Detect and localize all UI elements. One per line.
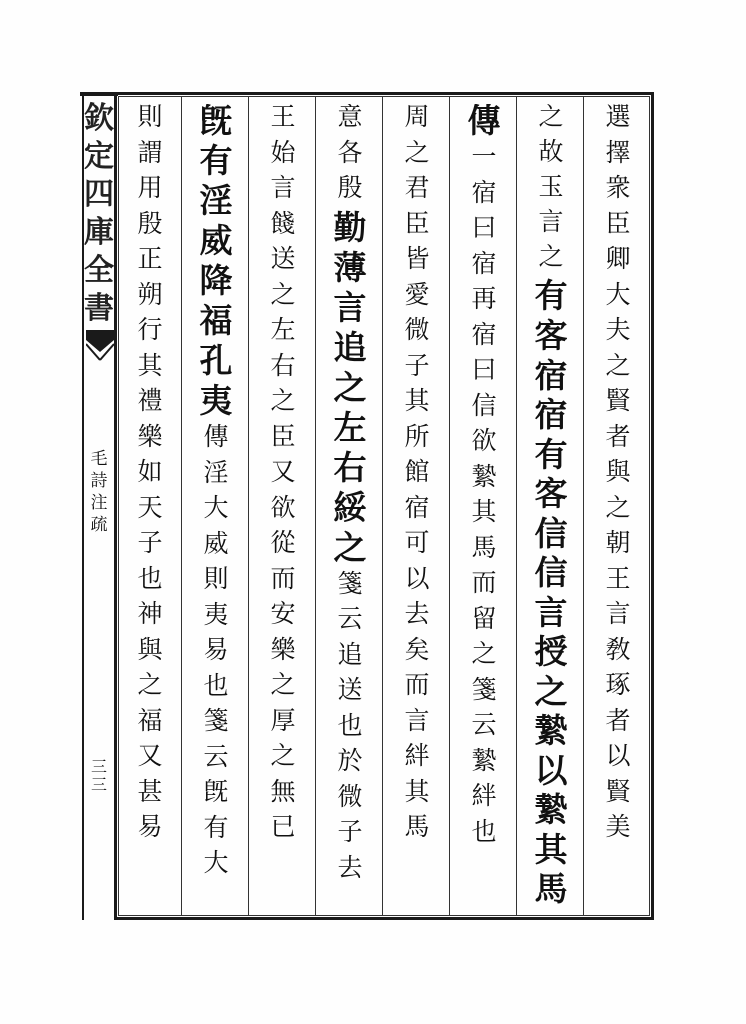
commentary-char: 右: [270, 350, 296, 380]
commentary-char: 縶: [471, 461, 497, 491]
commentary-char: 再: [471, 284, 497, 313]
text-column-2: [521, 104, 581, 912]
commentary-char: 左: [270, 315, 296, 344]
commentary-char: 從: [270, 528, 296, 557]
main-text-char: 夷: [199, 381, 233, 420]
commentary-char: 禮: [137, 386, 163, 415]
commentary-char: 王: [605, 563, 631, 593]
commentary-char: 館: [404, 457, 430, 486]
main-text-char: 淫: [199, 181, 233, 220]
commentary-char: 之: [270, 279, 296, 309]
commentary-char: 也: [137, 563, 163, 593]
commentary-char: 箋: [471, 674, 497, 704]
commentary-char: 行: [137, 315, 163, 344]
main-text-char: 威: [199, 221, 233, 260]
commentary-char: 送: [337, 675, 363, 704]
commentary-char: 追: [337, 639, 363, 669]
book-title-char: 毛: [90, 449, 108, 469]
commentary-char: 可: [404, 528, 430, 557]
commentary-char: 朔: [137, 279, 163, 309]
main-text-char: 旣: [199, 104, 233, 140]
commentary-char: 皆: [404, 244, 430, 273]
main-text-char: 有: [199, 141, 233, 180]
main-text-char: 言: [534, 592, 568, 632]
commentary-char: 曰: [471, 213, 497, 242]
commentary-char: 之: [137, 670, 163, 699]
commentary-char: 宿: [471, 319, 497, 349]
commentary-char: 宿: [471, 248, 497, 278]
commentary-char: 以: [404, 563, 430, 593]
commentary-char: 一: [471, 142, 497, 171]
commentary-char: 始: [270, 137, 296, 167]
commentary-char: 子: [337, 817, 363, 846]
commentary-char: 賢: [605, 776, 631, 806]
commentary-char: 欲: [471, 426, 497, 455]
main-text-char: 之: [333, 527, 367, 567]
commentary-char: 與: [137, 634, 163, 664]
commentary-char: 如: [137, 457, 163, 486]
main-text-char: 客: [534, 316, 568, 355]
commentary-char: 之: [538, 104, 564, 131]
commentary-char: 謂: [137, 137, 163, 167]
commentary-char: 易: [137, 812, 163, 841]
commentary-char: 曰: [471, 355, 497, 384]
commentary-char: 其: [471, 497, 497, 526]
commentary-char: 有: [203, 812, 229, 842]
main-text-char: 孔: [199, 341, 233, 380]
margin-top-bar: [80, 92, 118, 96]
commentary-char: 者: [605, 421, 631, 451]
main-text-char: 福: [199, 301, 233, 340]
commentary-char: 縶: [471, 745, 497, 775]
commentary-char: 於: [337, 746, 363, 775]
commentary-char: 留: [471, 603, 497, 633]
commentary-char: 微: [404, 315, 430, 344]
commentary-char: 宿: [471, 177, 497, 207]
commentary-char: 之: [270, 741, 296, 770]
commentary-char: 厚: [270, 705, 296, 735]
commentary-char: 衆: [605, 173, 631, 202]
text-column-7: [186, 104, 246, 912]
text-column-8: [120, 104, 180, 912]
commentary-char: 子: [404, 350, 430, 380]
commentary-char: 琢: [605, 670, 631, 699]
text-column-3: [454, 104, 514, 912]
commentary-char: 用: [137, 173, 163, 202]
commentary-char: 所: [404, 421, 430, 451]
commentary-char: 樂: [137, 421, 163, 451]
commentary-char: 其: [404, 386, 430, 415]
main-text-char: 追: [333, 327, 367, 367]
commentary-char: 之: [538, 242, 564, 272]
main-text-char: 降: [199, 261, 233, 300]
main-text-char: 信: [534, 513, 568, 553]
commentary-char: 賢: [605, 386, 631, 415]
commentary-char: 馬: [404, 812, 430, 841]
commentary-char: 之: [270, 386, 296, 415]
commentary-char: 安: [270, 599, 296, 628]
commentary-char: 傳: [203, 422, 229, 451]
commentary-char: 臣: [270, 421, 296, 451]
text-column-1: [588, 104, 648, 912]
commentary-char: 愛: [404, 279, 430, 309]
main-text-char: 傳: [467, 104, 501, 140]
column-rule: [516, 96, 517, 916]
commentary-char: 微: [337, 781, 363, 811]
commentary-char: 樂: [270, 634, 296, 664]
main-text-char: 縶: [534, 711, 568, 751]
commentary-char: 餞: [270, 208, 296, 238]
main-text-char: 馬: [534, 869, 568, 909]
commentary-char: 淫: [203, 457, 229, 487]
commentary-char: 福: [137, 705, 163, 735]
column-rule: [449, 96, 450, 916]
commentary-char: 而: [471, 568, 497, 597]
commentary-char: 者: [605, 705, 631, 735]
commentary-char: 也: [203, 670, 229, 700]
commentary-char: 王: [270, 104, 296, 131]
commentary-char: 敎: [605, 634, 631, 664]
commentary-char: 又: [270, 457, 296, 486]
commentary-char: 卿: [605, 244, 631, 273]
commentary-char: 而: [404, 670, 430, 699]
commentary-char: 大: [203, 848, 229, 877]
commentary-char: 臣: [404, 208, 430, 238]
commentary-char: 信: [471, 390, 497, 420]
commentary-char: 易: [203, 635, 229, 664]
main-text-char: 之: [534, 671, 568, 711]
column-rule: [315, 96, 316, 916]
commentary-char: 選: [605, 104, 631, 131]
commentary-char: 箋: [203, 706, 229, 735]
commentary-char: 意: [337, 104, 363, 131]
collection-title-char: 定: [84, 139, 114, 174]
column-rule: [181, 96, 182, 916]
text-column-4: [387, 104, 447, 912]
commentary-char: 以: [605, 741, 631, 770]
commentary-char: 已: [270, 812, 296, 841]
book-title-char: 注: [90, 493, 108, 513]
main-text-char: 信: [534, 553, 568, 593]
main-text-char: 左: [333, 407, 367, 447]
commentary-char: 云: [471, 710, 497, 739]
main-text-char: 縶: [534, 790, 568, 830]
main-text-char: 宿: [534, 355, 568, 395]
commentary-char: 旣: [203, 777, 229, 806]
commentary-char: 其: [404, 776, 430, 806]
commentary-char: 故: [538, 137, 564, 167]
main-text-char: 右: [333, 447, 367, 487]
commentary-char: 之: [270, 670, 296, 699]
column-rule: [248, 96, 249, 916]
column-rule: [583, 96, 584, 916]
commentary-char: 又: [137, 741, 163, 770]
commentary-char: 也: [337, 710, 363, 740]
commentary-char: 言: [270, 173, 296, 202]
commentary-char: 神: [137, 599, 163, 628]
commentary-char: 欲: [270, 492, 296, 522]
commentary-char: 云: [203, 741, 229, 771]
commentary-char: 則: [203, 564, 229, 593]
main-text-char: 薄: [333, 247, 367, 287]
commentary-char: 去: [404, 599, 430, 628]
commentary-char: 去: [337, 852, 363, 882]
commentary-char: 大: [203, 493, 229, 522]
commentary-char: 擇: [605, 137, 631, 167]
commentary-char: 子: [137, 528, 163, 557]
commentary-char: 無: [270, 776, 296, 806]
commentary-char: 殷: [337, 173, 363, 202]
commentary-char: 其: [137, 350, 163, 380]
commentary-char: 威: [203, 528, 229, 558]
column-rule: [382, 96, 383, 916]
commentary-char: 也: [471, 816, 497, 846]
text-column-6: [253, 104, 313, 912]
commentary-char: 朝: [605, 528, 631, 557]
collection-title-char: 全: [84, 253, 114, 288]
collection-title-char: 四: [84, 177, 114, 212]
commentary-char: 馬: [471, 532, 497, 562]
main-text-char: 有: [534, 434, 568, 474]
main-text-char: 宿: [534, 395, 568, 435]
collection-title-char: 書: [84, 291, 114, 326]
commentary-char: 夷: [203, 599, 229, 629]
book-title: [86, 448, 112, 536]
collection-title-char: 庫: [84, 215, 114, 250]
commentary-char: 而: [270, 563, 296, 593]
commentary-char: 君: [404, 173, 430, 202]
commentary-char: 夫: [605, 315, 631, 344]
commentary-char: 箋: [337, 568, 363, 598]
commentary-char: 玉: [538, 172, 564, 202]
book-title-char: 疏: [90, 515, 108, 535]
commentary-char: 絆: [404, 741, 430, 770]
commentary-char: 大: [605, 279, 631, 309]
main-text-char: 其: [534, 829, 568, 869]
main-text-char: 勤: [333, 207, 367, 247]
commentary-char: 言: [404, 705, 430, 735]
commentary-char: 之: [605, 492, 631, 522]
commentary-char: 甚: [137, 776, 163, 806]
commentary-char: 送: [270, 244, 296, 273]
commentary-char: 周: [404, 104, 430, 131]
commentary-char: 之: [404, 137, 430, 167]
commentary-char: 云: [337, 604, 363, 633]
commentary-char: 殷: [137, 208, 163, 238]
commentary-char: 則: [137, 104, 163, 131]
text-column-5: [320, 104, 380, 912]
main-text-char: 綏: [333, 487, 367, 527]
commentary-char: 臣: [605, 208, 631, 238]
book-title-char: 詩: [90, 471, 108, 491]
collection-title-char: 欽: [84, 101, 114, 136]
main-text-char: 之: [333, 367, 367, 407]
commentary-char: 正: [137, 244, 163, 273]
main-text-char: 言: [333, 287, 367, 327]
commentary-char: 絆: [471, 781, 497, 810]
commentary-char: 各: [337, 137, 363, 167]
commentary-char: 之: [471, 639, 497, 668]
page-number: 三三: [90, 757, 107, 794]
collection-title: [84, 100, 114, 328]
main-text-char: 客: [534, 474, 568, 514]
commentary-char: 美: [605, 812, 631, 841]
commentary-char: 與: [605, 457, 631, 486]
main-text-char: 有: [534, 276, 568, 316]
fishtail-mark-icon: [86, 330, 114, 366]
main-text-char: 以: [534, 750, 568, 790]
commentary-char: 言: [605, 599, 631, 628]
commentary-char: 宿: [404, 492, 430, 522]
commentary-char: 之: [605, 350, 631, 380]
main-text-char: 授: [534, 632, 568, 672]
commentary-char: 言: [538, 207, 564, 237]
commentary-char: 天: [137, 492, 163, 522]
commentary-char: 矣: [404, 634, 430, 664]
